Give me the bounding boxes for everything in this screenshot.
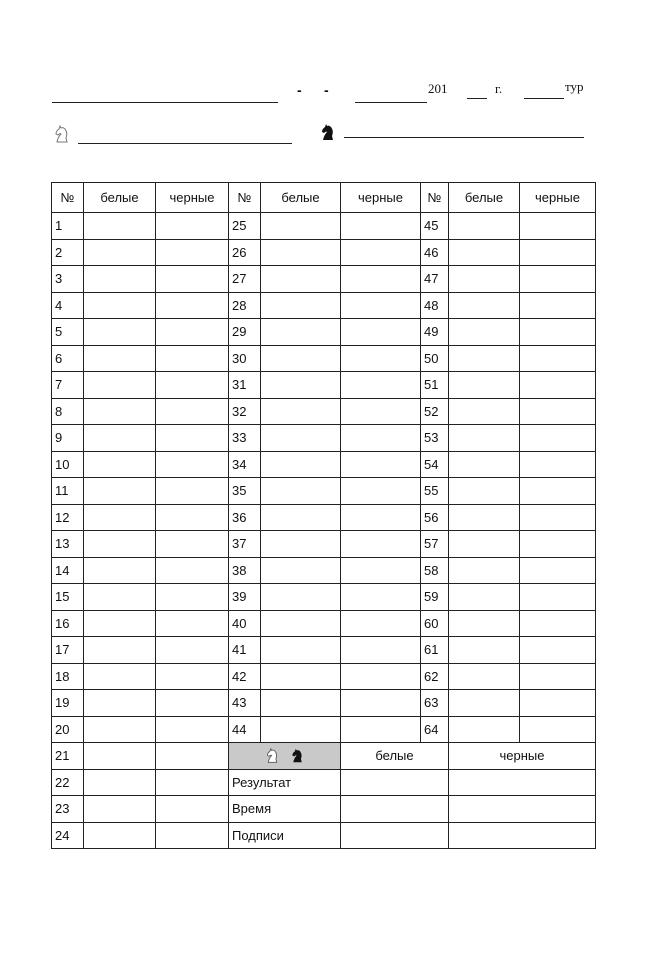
black-move-cell[interactable] (341, 557, 421, 584)
move-number: 14 (52, 557, 84, 584)
move-number: 28 (229, 292, 261, 319)
move-number: 58 (421, 557, 449, 584)
table-row (52, 213, 596, 240)
white-move-cell[interactable] (84, 451, 156, 478)
table-row (52, 531, 596, 558)
white-move-cell[interactable] (449, 531, 520, 558)
white-move-cell[interactable] (261, 716, 341, 743)
move-number: 49 (421, 319, 449, 346)
black-move-cell[interactable] (341, 637, 421, 664)
black-move-cell[interactable] (520, 557, 596, 584)
white-time-field[interactable] (341, 796, 449, 823)
round-label: тур (565, 79, 584, 94)
white-move-cell[interactable] (261, 690, 341, 717)
black-move-cell[interactable] (341, 319, 421, 346)
table-row (52, 425, 596, 452)
move-number: 54 (421, 451, 449, 478)
white-move-cell[interactable] (449, 345, 520, 372)
move-number: 33 (229, 425, 261, 452)
white-move-cell[interactable] (261, 398, 341, 425)
white-move-cell[interactable] (84, 610, 156, 637)
white-move-cell[interactable] (261, 531, 341, 558)
move-number: 27 (229, 266, 261, 293)
black-move-cell[interactable] (520, 398, 596, 425)
black-move-cell[interactable] (156, 504, 229, 531)
table-row (52, 610, 596, 637)
move-number: 51 (421, 372, 449, 399)
white-move-cell[interactable] (261, 319, 341, 346)
move-number: 1 (52, 213, 84, 240)
black-move-cell[interactable] (520, 451, 596, 478)
white-move-cell[interactable] (261, 610, 341, 637)
black-move-cell[interactable] (341, 531, 421, 558)
white-move-cell[interactable] (84, 292, 156, 319)
white-signature-field[interactable] (341, 822, 449, 849)
move-number: 29 (229, 319, 261, 346)
white-move-cell[interactable] (261, 292, 341, 319)
white-move-cell[interactable] (84, 716, 156, 743)
black-move-cell[interactable] (341, 451, 421, 478)
black-move-cell[interactable] (341, 345, 421, 372)
move-number: 30 (229, 345, 261, 372)
black-move-cell[interactable] (520, 292, 596, 319)
move-number: 50 (421, 345, 449, 372)
table-header-row (52, 183, 596, 213)
move-number: 36 (229, 504, 261, 531)
move-number: 61 (421, 637, 449, 664)
black-move-cell[interactable] (156, 584, 229, 611)
move-number: 55 (421, 478, 449, 505)
black-move-cell[interactable] (156, 451, 229, 478)
move-number: 63 (421, 690, 449, 717)
black-move-cell[interactable] (156, 637, 229, 664)
black-move-cell[interactable] (520, 239, 596, 266)
black-move-cell[interactable] (156, 425, 229, 452)
white-move-cell[interactable] (261, 637, 341, 664)
column-header-black: черные (341, 183, 421, 213)
move-number: 25 (229, 213, 261, 240)
date-month-line[interactable] (355, 102, 427, 103)
date-dash-2: - (324, 82, 329, 98)
move-number: 32 (229, 398, 261, 425)
move-number: 46 (421, 239, 449, 266)
move-number: 59 (421, 584, 449, 611)
white-move-cell[interactable] (449, 637, 520, 664)
round-number-line[interactable] (524, 98, 564, 99)
black-move-cell[interactable] (156, 769, 229, 796)
black-move-cell[interactable] (156, 372, 229, 399)
column-header-num: № (229, 183, 261, 213)
black-move-cell[interactable] (341, 584, 421, 611)
move-number: 8 (52, 398, 84, 425)
move-number: 38 (229, 557, 261, 584)
year-digit-line[interactable] (467, 98, 487, 99)
white-move-cell[interactable] (449, 425, 520, 452)
move-number: 44 (229, 716, 261, 743)
white-move-cell[interactable] (84, 345, 156, 372)
black-move-cell[interactable] (520, 584, 596, 611)
black-time-field[interactable] (449, 796, 596, 823)
black-move-cell[interactable] (156, 822, 229, 849)
move-number: 15 (52, 584, 84, 611)
black-move-cell[interactable] (341, 478, 421, 505)
move-number: 40 (229, 610, 261, 637)
table-row (52, 637, 596, 664)
move-number: 21 (52, 743, 84, 770)
move-number: 39 (229, 584, 261, 611)
move-number: 52 (421, 398, 449, 425)
move-number: 13 (52, 531, 84, 558)
white-move-cell[interactable] (449, 557, 520, 584)
white-move-cell[interactable] (84, 690, 156, 717)
white-move-cell[interactable] (84, 425, 156, 452)
white-move-cell[interactable] (261, 451, 341, 478)
move-number: 60 (421, 610, 449, 637)
white-move-cell[interactable] (261, 663, 341, 690)
white-move-cell[interactable] (84, 822, 156, 849)
white-player-name-line[interactable] (78, 143, 292, 144)
white-move-cell[interactable] (449, 478, 520, 505)
move-number: 5 (52, 319, 84, 346)
black-move-cell[interactable] (156, 478, 229, 505)
black-move-cell[interactable] (156, 796, 229, 823)
column-header-white: белые (449, 183, 520, 213)
black-move-cell[interactable] (520, 478, 596, 505)
move-number: 6 (52, 345, 84, 372)
white-move-cell[interactable] (449, 610, 520, 637)
move-number: 16 (52, 610, 84, 637)
white-move-cell[interactable] (261, 504, 341, 531)
move-number: 17 (52, 637, 84, 664)
move-number: 56 (421, 504, 449, 531)
black-move-cell[interactable] (341, 716, 421, 743)
move-number: 64 (421, 716, 449, 743)
white-move-cell[interactable] (449, 266, 520, 293)
column-header-num: № (421, 183, 449, 213)
date-dash-1: - (297, 82, 302, 98)
move-number: 48 (421, 292, 449, 319)
table-row (52, 319, 596, 346)
move-number: 34 (229, 451, 261, 478)
white-knight-icon (264, 747, 281, 764)
move-number: 2 (52, 239, 84, 266)
black-move-cell[interactable] (156, 398, 229, 425)
move-number: 10 (52, 451, 84, 478)
black-move-cell[interactable] (520, 716, 596, 743)
black-move-cell[interactable] (156, 690, 229, 717)
white-move-cell[interactable] (84, 398, 156, 425)
move-number: 37 (229, 531, 261, 558)
white-move-cell[interactable] (84, 769, 156, 796)
white-move-cell[interactable] (261, 478, 341, 505)
move-number: 42 (229, 663, 261, 690)
white-move-cell[interactable] (84, 557, 156, 584)
white-move-cell[interactable] (449, 239, 520, 266)
table-row (52, 478, 596, 505)
move-number: 41 (229, 637, 261, 664)
black-move-cell[interactable] (156, 531, 229, 558)
white-move-cell[interactable] (261, 372, 341, 399)
move-number: 26 (229, 239, 261, 266)
black-move-cell[interactable] (520, 637, 596, 664)
white-move-cell[interactable] (84, 584, 156, 611)
move-number: 43 (229, 690, 261, 717)
black-move-cell[interactable] (520, 531, 596, 558)
white-move-cell[interactable] (84, 796, 156, 823)
black-move-cell[interactable] (341, 266, 421, 293)
black-move-cell[interactable] (520, 610, 596, 637)
move-number: 35 (229, 478, 261, 505)
table-row (52, 716, 596, 743)
black-signature-field[interactable] (449, 822, 596, 849)
white-result-field[interactable] (341, 769, 449, 796)
table-row (52, 743, 596, 770)
white-move-cell[interactable] (449, 451, 520, 478)
table-row (52, 584, 596, 611)
column-header-white: белые (261, 183, 341, 213)
move-number: 24 (52, 822, 84, 849)
move-number: 22 (52, 769, 84, 796)
black-move-cell[interactable] (520, 425, 596, 452)
white-move-cell[interactable] (449, 584, 520, 611)
table-row (52, 372, 596, 399)
black-move-cell[interactable] (156, 213, 229, 240)
black-move-cell[interactable] (520, 319, 596, 346)
result-label: Результат (229, 769, 341, 796)
table-row (52, 769, 596, 796)
white-move-cell[interactable] (449, 292, 520, 319)
move-number: 9 (52, 425, 84, 452)
table-row (52, 822, 596, 849)
table-row (52, 796, 596, 823)
black-move-cell[interactable] (341, 398, 421, 425)
black-move-cell[interactable] (341, 213, 421, 240)
white-move-cell[interactable] (261, 239, 341, 266)
table-row (52, 557, 596, 584)
footer-header-white: белые (341, 743, 449, 770)
white-move-cell[interactable] (84, 372, 156, 399)
black-move-cell[interactable] (341, 690, 421, 717)
white-knight-icon (52, 124, 72, 144)
year-suffix: г. (495, 81, 503, 96)
column-header-num: № (52, 183, 84, 213)
white-move-cell[interactable] (84, 531, 156, 558)
white-move-cell[interactable] (84, 663, 156, 690)
black-move-cell[interactable] (341, 425, 421, 452)
black-move-cell[interactable] (520, 345, 596, 372)
black-move-cell[interactable] (520, 372, 596, 399)
white-move-cell[interactable] (261, 584, 341, 611)
column-header-white: белые (84, 183, 156, 213)
table-row (52, 398, 596, 425)
black-knight-icon (289, 747, 306, 764)
black-move-cell[interactable] (156, 663, 229, 690)
move-number: 20 (52, 716, 84, 743)
white-move-cell[interactable] (261, 213, 341, 240)
move-number: 62 (421, 663, 449, 690)
time-label: Время (229, 796, 341, 823)
move-number: 57 (421, 531, 449, 558)
white-move-cell[interactable] (449, 372, 520, 399)
white-move-cell[interactable] (84, 213, 156, 240)
column-header-black: черные (520, 183, 596, 213)
move-number: 47 (421, 266, 449, 293)
black-move-cell[interactable] (156, 557, 229, 584)
black-knight-icon (318, 122, 338, 142)
white-move-cell[interactable] (449, 213, 520, 240)
move-number: 53 (421, 425, 449, 452)
black-move-cell[interactable] (520, 663, 596, 690)
result-icons-header (229, 743, 341, 770)
black-move-cell[interactable] (341, 663, 421, 690)
move-number: 7 (52, 372, 84, 399)
move-number: 31 (229, 372, 261, 399)
white-move-cell[interactable] (84, 478, 156, 505)
year-prefix: 201 (428, 81, 448, 96)
white-move-cell[interactable] (449, 398, 520, 425)
white-move-cell[interactable] (449, 663, 520, 690)
table-row (52, 451, 596, 478)
table-row (52, 690, 596, 717)
black-move-cell[interactable] (520, 504, 596, 531)
white-move-cell[interactable] (261, 266, 341, 293)
table-row (52, 663, 596, 690)
white-move-cell[interactable] (84, 504, 156, 531)
black-move-cell[interactable] (341, 292, 421, 319)
move-number: 19 (52, 690, 84, 717)
white-move-cell[interactable] (84, 266, 156, 293)
black-move-cell[interactable] (520, 266, 596, 293)
signatures-label: Подписи (229, 822, 341, 849)
white-move-cell[interactable] (84, 319, 156, 346)
table-row (52, 504, 596, 531)
white-move-cell[interactable] (84, 743, 156, 770)
white-move-cell[interactable] (449, 504, 520, 531)
black-move-cell[interactable] (156, 743, 229, 770)
black-move-cell[interactable] (341, 372, 421, 399)
black-move-cell[interactable] (156, 266, 229, 293)
black-move-cell[interactable] (341, 239, 421, 266)
move-number: 12 (52, 504, 84, 531)
footer-header-black: черные (449, 743, 596, 770)
move-number: 23 (52, 796, 84, 823)
event-name-line[interactable] (52, 102, 278, 103)
move-number: 11 (52, 478, 84, 505)
move-number: 18 (52, 663, 84, 690)
white-move-cell[interactable] (449, 690, 520, 717)
black-move-cell[interactable] (156, 292, 229, 319)
white-move-cell[interactable] (261, 425, 341, 452)
move-number: 45 (421, 213, 449, 240)
black-move-cell[interactable] (156, 716, 229, 743)
column-header-black: черные (156, 183, 229, 213)
black-move-cell[interactable] (520, 690, 596, 717)
black-player-name-line[interactable] (344, 137, 584, 138)
white-move-cell[interactable] (449, 319, 520, 346)
white-move-cell[interactable] (261, 345, 341, 372)
table-row (52, 266, 596, 293)
black-move-cell[interactable] (341, 610, 421, 637)
table-row (52, 239, 596, 266)
move-number: 4 (52, 292, 84, 319)
white-move-cell[interactable] (84, 637, 156, 664)
black-move-cell[interactable] (156, 345, 229, 372)
white-move-cell[interactable] (261, 557, 341, 584)
white-move-cell[interactable] (449, 716, 520, 743)
black-move-cell[interactable] (156, 319, 229, 346)
black-move-cell[interactable] (156, 239, 229, 266)
table-row (52, 292, 596, 319)
move-number: 3 (52, 266, 84, 293)
white-move-cell[interactable] (84, 239, 156, 266)
score-sheet-table (51, 182, 596, 849)
black-move-cell[interactable] (341, 504, 421, 531)
black-result-field[interactable] (449, 769, 596, 796)
black-move-cell[interactable] (520, 213, 596, 240)
black-move-cell[interactable] (156, 610, 229, 637)
table-row (52, 345, 596, 372)
